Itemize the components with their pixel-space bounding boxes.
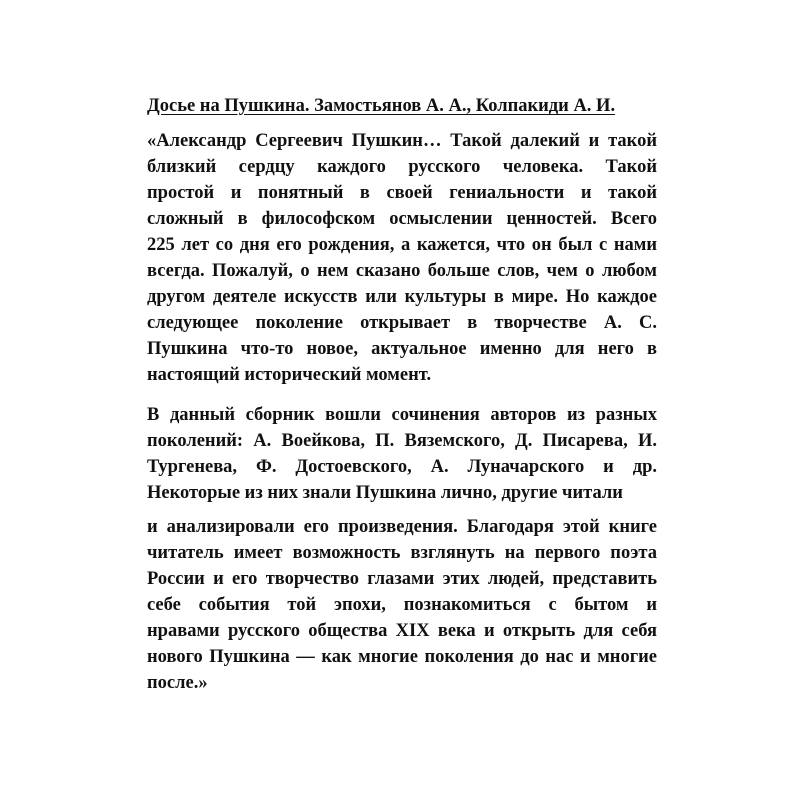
paragraph-2 <box>147 402 657 506</box>
paragraph-1 <box>147 128 657 388</box>
text-line: после.» <box>147 673 208 693</box>
text-line: В данный сборник вошли сочинения авторов из разных <box>147 405 657 425</box>
text-line: близкий сердцу каждого русского человека. Такой <box>147 157 657 177</box>
text-line: 225 лет со дня его рождения, а кажется, что он был с нами <box>147 235 657 255</box>
text-line: «Александр Сергеевич Пушкин… Такой далекий и такой <box>147 131 657 151</box>
text-line: сложный в философском осмыслении ценностей. Всего <box>147 209 657 229</box>
text-line: следующее поколение открывает в творчестве А. С. <box>147 313 657 333</box>
text-line: Тургенева, Ф. Достоевского, А. Луначарского и др. <box>147 457 657 477</box>
text-line: и анализировали его произведения. Благодаря этой книге <box>147 517 657 537</box>
text-line: всегда. Пожалуй, о нем сказано больше слов, чем о любом <box>147 261 657 281</box>
text-line: себе события той эпохи, познакомиться с бытом и <box>147 595 657 615</box>
text-line: нравами русского общества XIX века и открыть для себя <box>147 621 657 641</box>
text-line: простой и понятный в своей гениальности и такой <box>147 183 657 203</box>
text-line: России и его творчество глазами этих людей, представить <box>147 569 657 589</box>
document-title: Досье на Пушкина. Замостьянов А. А., Колпакиди А. И. <box>147 96 616 116</box>
text-line: Некоторые из них знали Пушкина лично, другие читали <box>147 483 623 503</box>
text-line: нового Пушкина — как многие поколения до нас и многие <box>147 647 657 667</box>
text-line: другом деятеле искусств или культуры в мире. Но каждое <box>147 287 657 307</box>
text-line: поколений: А. Воейкова, П. Вяземского, Д. Писарева, И. <box>147 431 657 451</box>
text-line: читатель имеет возможность взглянуть на первого поэта <box>147 543 657 563</box>
paragraph-3 <box>147 514 657 696</box>
text-line: Пушкина что-то новое, актуальное именно для него в <box>147 339 657 359</box>
text-line: настоящий исторический момент. <box>147 365 432 385</box>
